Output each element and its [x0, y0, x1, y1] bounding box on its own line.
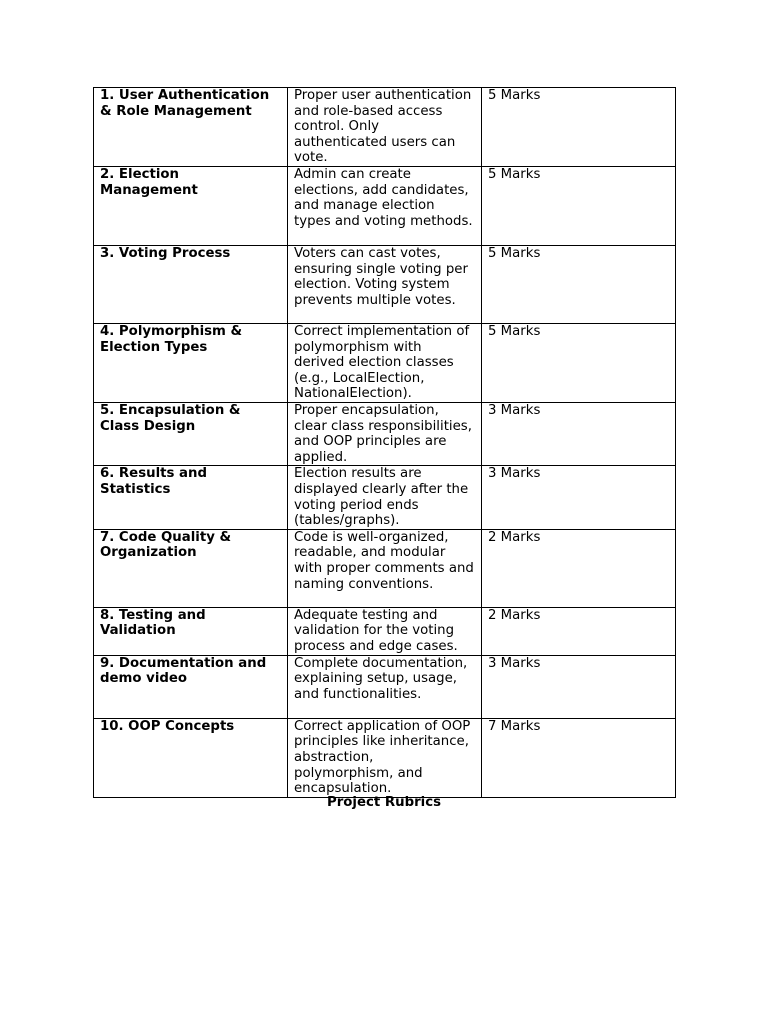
description-cell: Adequate testing and validation for the voting process and edge cases. — [288, 607, 482, 655]
criterion-cell: 4. Polymorphism & Election Types — [94, 324, 288, 403]
description-cell: Correct application of OOP principles like inheritance, abstraction, polymorphism, and encapsulation. — [288, 718, 482, 797]
description-cell: Complete documentation, explaining setup, usage, and functionalities. — [288, 655, 482, 718]
marks-cell: 7 Marks — [482, 718, 676, 797]
marks-cell: 2 Marks — [482, 529, 676, 607]
criterion-cell: 6. Results and Statistics — [94, 466, 288, 529]
criterion-cell: 8. Testing and Validation — [94, 607, 288, 655]
table-row — [94, 529, 676, 607]
criterion-cell: 10. OOP Concepts — [94, 718, 288, 797]
table-row — [94, 718, 676, 797]
marks-cell: 3 Marks — [482, 655, 676, 718]
marks-cell: 5 Marks — [482, 167, 676, 246]
description-cell: Admin can create elections, add candidates, and manage election types and voting methods. — [288, 167, 482, 246]
table-row — [94, 324, 676, 403]
description-cell: Voters can cast votes, ensuring single voting per election. Voting system prevents multiple votes. — [288, 246, 482, 324]
description-cell: Proper user authentication and role-based access control. Only authenticated users can vote. — [288, 88, 482, 167]
marks-cell: 5 Marks — [482, 324, 676, 403]
table-caption: Project Rubrics — [326, 795, 442, 810]
marks-cell: 3 Marks — [482, 466, 676, 529]
rubric-table — [93, 87, 676, 798]
description-cell: Code is well-organized, readable, and modular with proper comments and naming conventions. — [288, 529, 482, 607]
description-cell: Proper encapsulation, clear class responsibilities, and OOP principles are applied. — [288, 403, 482, 466]
criterion-cell: 9. Documentation and demo video — [94, 655, 288, 718]
criterion-cell: 1. User Authentication & Role Management — [94, 88, 288, 167]
table-row — [94, 246, 676, 324]
criterion-cell: 2. Election Management — [94, 167, 288, 246]
table-row — [94, 655, 676, 718]
criterion-cell: 3. Voting Process — [94, 246, 288, 324]
marks-cell: 2 Marks — [482, 607, 676, 655]
description-cell: Election results are displayed clearly after the voting period ends (tables/graphs). — [288, 466, 482, 529]
table-row — [94, 167, 676, 246]
marks-cell: 3 Marks — [482, 403, 676, 466]
table-row — [94, 88, 676, 167]
table-row — [94, 607, 676, 655]
table-row — [94, 403, 676, 466]
table-row — [94, 466, 676, 529]
criterion-cell: 7. Code Quality & Organization — [94, 529, 288, 607]
marks-cell: 5 Marks — [482, 88, 676, 167]
criterion-cell: 5. Encapsulation & Class Design — [94, 403, 288, 466]
description-cell: Correct implementation of polymorphism with derived election classes (e.g., LocalElection, NationalElection). — [288, 324, 482, 403]
marks-cell: 5 Marks — [482, 246, 676, 324]
